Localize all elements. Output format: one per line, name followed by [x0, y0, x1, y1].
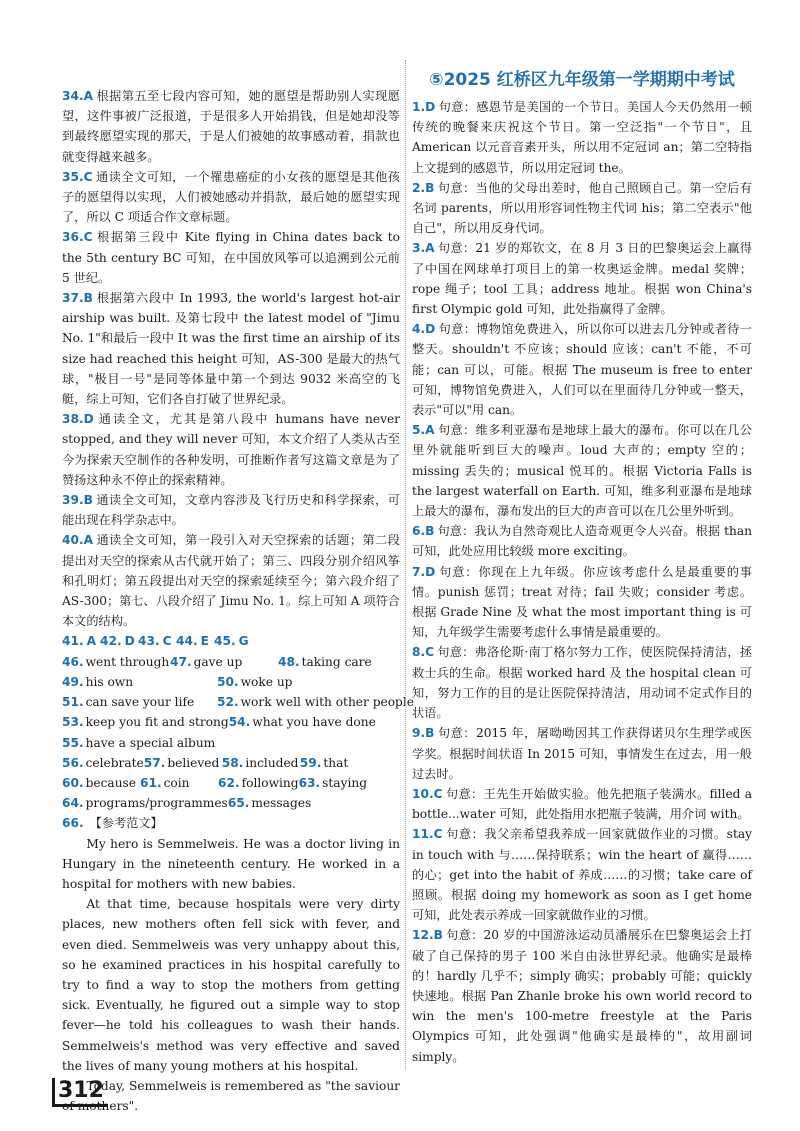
- answer-number: 12.B: [412, 928, 443, 943]
- blank-number: 57.: [143, 755, 166, 770]
- answer-explanation: 根据第三段中 Kite flying in China dates back to the 5th century BC 可知，在中国放风筝可以追溯到公元前 5 世纪。: [62, 230, 400, 285]
- blank-number: 51.: [62, 695, 84, 710]
- blank-answer: [222, 753, 300, 773]
- blank-answer: [217, 672, 372, 692]
- left-column: [62, 86, 414, 1116]
- answer-number: 8.C: [412, 645, 435, 660]
- blank-answer: [62, 753, 144, 773]
- choice-letter: C: [162, 634, 172, 649]
- blank-row: [62, 793, 400, 813]
- answer-number: 7.D: [412, 564, 436, 579]
- blank-text: woke up: [240, 674, 293, 689]
- choice-answer: [62, 631, 100, 651]
- choice-answer: [138, 631, 176, 651]
- model-essay: [62, 834, 400, 1117]
- blank-text: what you have done: [252, 715, 376, 730]
- blank-number: 58.: [221, 755, 244, 770]
- blank-number: 60.: [62, 775, 84, 790]
- answer-number: 40.A: [62, 533, 94, 548]
- blank-number: 50.: [217, 674, 239, 689]
- answer-item: [62, 409, 400, 490]
- answer-number: 5.A: [412, 423, 435, 438]
- answer-number: 35.C: [62, 169, 93, 184]
- answer-explanation: 句意：博物馆免费进入，所以你可以进去几分钟或者待一整天。shouldn't 不应该；should 应该；can't 不能，不可能；can 可以，可能。根据 The museum is free to enter 可知，博物馆免费进入，人们可以在里面待几分钟或一整天，表示"可以"用 can。: [412, 322, 752, 418]
- blank-number: 65.: [227, 796, 250, 811]
- blank-row: [62, 733, 400, 753]
- answer-number: 2.B: [412, 180, 435, 195]
- blank-answer: [62, 773, 140, 793]
- answer-explanation: 句意：我认为自然奇观比人造奇观更令人兴奋。根据 than 可知，此处应用比较级 more exciting。: [412, 524, 752, 559]
- essay-number: 66.: [62, 816, 84, 831]
- answer-explanation: 根据第六段中 In 1993, the world's largest hot-air airship was built. 及第七段中 the latest model of "Jimu No. 1"和最后一段中 It was the first time an airship of its size had reached this height 可知，AS-300 是最大的热气球，"极目一号"是同等体量中第一个到达 9032 米高空的飞艇，综上可知，它们各自打破了世界纪录。: [62, 291, 400, 407]
- blank-row: [62, 712, 400, 732]
- blank-row: [62, 672, 400, 692]
- answer-number: 39.B: [62, 493, 93, 508]
- answer-explanation: 句意：当他的父母出差时，他自己照顾自己。第一空后有名词 parents，所以用形容词性物主代词 his；第二空表示"他自己"，所以用反身代词。: [412, 180, 752, 236]
- blank-answer: [62, 692, 217, 712]
- choice-answer: [100, 631, 138, 651]
- blank-text: celebrate: [85, 755, 144, 770]
- blank-text: because: [85, 775, 137, 790]
- blank-row: [62, 753, 400, 773]
- answer-item: [412, 521, 752, 561]
- blank-answer: [140, 773, 218, 793]
- blank-text: messages: [251, 796, 312, 811]
- column-divider: [405, 60, 406, 1070]
- right-answer-list: [412, 97, 752, 1067]
- choice-number: 42.: [100, 634, 122, 649]
- blank-answer: [299, 773, 377, 793]
- blank-answer: [144, 753, 222, 773]
- answer-explanation: 句意：21 岁的郑钦文，在 8 月 3 日的巴黎奥运会上赢得了中国在网球单打项目上的第一枚奥运金牌。medal 奖牌；rope 绳子；tool 工具；address 地址。根据 won China's first Olympic gold 可知，此处指赢得了金牌。: [412, 241, 752, 317]
- answer-explanation: 句意：弗洛伦斯·南丁格尔努力工作，使医院保持清洁，拯救士兵的生命。根据 worked hard 及 the hospital clean 可知，努力工作的目的是让医院保持清洁，用动词不定式作目的状语。: [412, 645, 752, 721]
- blank-number: 54.: [228, 715, 251, 730]
- blank-answer: [62, 712, 229, 732]
- answer-item: [412, 420, 752, 521]
- page-number: 312: [52, 1078, 108, 1107]
- answer-number: 4.D: [412, 322, 436, 337]
- section-title: ⑤2025 红桥区九年级第一学期期中考试: [429, 70, 735, 90]
- answer-explanation: 句意：我父亲希望我养成一回家就做作业的习惯。stay in touch with 与……保持联系；win the heart of 赢得……的心；get into the habit of 养成……的习惯；take care of 照顾。根据 doing my homework as soon as I get home 可知，此处表示养成一回家就做作业的习惯。: [412, 827, 752, 923]
- answer-explanation: 句意：王先生开始做实验。他先把瓶子装满水。filled a bottle...water 可知，此处指用水把瓶子装满，用介词 with。: [412, 786, 752, 822]
- blank-row: [62, 652, 400, 672]
- blank-number: 47.: [170, 654, 192, 669]
- answer-item: [412, 642, 752, 723]
- blank-answer: [229, 712, 384, 732]
- blank-answer: [170, 652, 278, 672]
- answer-explanation: 句意：20 岁的中国游泳运动员潘展乐在巴黎奥运会上打破了自己保持的男子 100 米自由泳世界纪录。他确实是最棒的！hardly 几乎不；simply 确实；probably 可能；quickly 快速地。根据 Pan Zhanle broke his own world record to win the men's 100-metre freestyle at the Paris Olympics 可知，此处强调"他确实是最棒的"，故用副词 simply。: [412, 928, 752, 1064]
- blank-number: 53.: [62, 715, 84, 730]
- blank-answer: [300, 753, 378, 773]
- left-answer-list: [62, 86, 400, 631]
- choice-letter: D: [124, 634, 135, 649]
- essay-heading: [62, 813, 400, 833]
- blank-text: work well with other people: [240, 695, 414, 710]
- answer-item: [62, 227, 400, 288]
- blank-number: 49.: [62, 674, 84, 689]
- answer-item: [62, 167, 400, 228]
- answer-explanation: 通读全文，尤其是第八段中 humans have never stopped, and they will never 可知，本文介绍了人类从古至今为探索天空制作的各种发明，可推断作者写这篇文章是为了赞扬这种永不停止的探索精神。: [62, 412, 400, 487]
- choice-number: 43.: [138, 634, 160, 649]
- blank-text: that: [323, 755, 349, 770]
- blank-number: 46.: [62, 654, 84, 669]
- answer-item: [412, 562, 752, 643]
- blank-answer: [62, 652, 170, 672]
- answer-item: [62, 288, 400, 409]
- essay-paragraph: My hero is Semmelweis. He was a doctor living in Hungary in the nineteenth century. He worked in a hospital for mothers with new babies.: [62, 836, 400, 891]
- blank-text: coin: [163, 775, 190, 790]
- answer-item: [412, 824, 752, 925]
- answer-number: 38.D: [62, 412, 94, 427]
- blank-text: went through: [85, 654, 170, 669]
- blank-answer: [62, 672, 217, 692]
- answer-number: 11.C: [412, 827, 443, 842]
- blank-answer: [62, 733, 217, 753]
- blank-row: [62, 773, 400, 793]
- blank-number: 48.: [278, 654, 300, 669]
- essay-paragraph: Today, Semmelweis is remembered as "the saviour of mothers".: [62, 1078, 400, 1114]
- blank-text: have a special album: [85, 735, 216, 750]
- answer-explanation: 根据第五至七段内容可知，她的愿望是帮助别人实现愿望，这件事被广泛报道，于是很多人开始捐钱，但是她却没等到最终愿望实现的那天，于是人们被她的故事感动着，捐款也就变得越来越多。: [62, 89, 400, 164]
- fill-blank-answers: [62, 652, 414, 814]
- choice-answer: [176, 631, 214, 651]
- blank-number: 62.: [218, 775, 240, 790]
- answer-explanation: 句意：维多利亚瀑布是地球上最大的瀑布。你可以在几公里外就能听到巨大的噪声。loud 大声的；empty 空的；missing 丢失的；musical 悦耳的。根据 Victoria Falls is the largest waterfall on Earth. 可知，维多利亚瀑布是地球上最大的瀑布，瀑布发出的巨大的声音可以在几公里外听到。: [412, 423, 752, 519]
- choice-letter: A: [86, 634, 97, 649]
- blank-number: 52.: [217, 695, 239, 710]
- answer-item: [412, 178, 752, 239]
- answer-item: [412, 723, 752, 784]
- answer-item: [412, 97, 752, 178]
- answer-item: [412, 784, 752, 824]
- answer-explanation: 句意：2015 年，屠呦呦因其工作获得诺贝尔生理学或医学奖。根据时间状语 In 2015 可知，事情发生在过去，用一般过去时。: [412, 726, 752, 781]
- blank-number: 55.: [62, 735, 84, 750]
- choice-number: 41.: [62, 634, 84, 649]
- blank-number: 61.: [140, 775, 162, 790]
- answer-number: 36.C: [62, 230, 93, 245]
- blank-row: [62, 692, 414, 712]
- blank-number: 64.: [62, 796, 84, 811]
- answer-explanation: 句意：感恩节是美国的一个节日。美国人今天仍然用一顿传统的晚餐来庆祝这个节日。第一空泛指"一个节日"，且 American 以元音音素开头，所以用不定冠词 an；第二空特指上文提到的感恩节，所以用定冠词 the。: [412, 100, 752, 175]
- answer-explanation: 句意：你现在上九年级。你应该考虑什么是最重要的事情。punish 惩罚；treat 对待；fail 失败；consider 考虑。根据 Grade Nine 及 what the most important thing is 可知，九年级学生需要考虑什么事情是最重要的。: [412, 564, 752, 640]
- answer-item: [412, 238, 752, 319]
- answer-item: [62, 490, 400, 530]
- essay-paragraph: At that time, because hospitals were very dirty places, new mothers often fell sick with fever, and even died. Semmelweis was very unhappy about this, so he examined practices in his hospital carefully to try to find a way to stop the mothers from getting sick. Eventually, he figured out a simple way to stop fever—he told his colleagues to wash their hands. Semmelweis's method was very effective and saved the lives of many young mothers at his hospital.: [62, 897, 400, 1073]
- blank-text: believed: [167, 755, 220, 770]
- blank-answer: [228, 793, 383, 813]
- blank-text: taking care: [301, 654, 372, 669]
- blank-answer: [217, 692, 414, 712]
- choice-number: 45.: [214, 634, 236, 649]
- answer-number: 6.B: [412, 524, 435, 539]
- blank-answer: [278, 652, 386, 672]
- answer-number: 34.A: [62, 89, 94, 103]
- answer-explanation: 通读全文可知，第一段引入对天空探索的话题；第二段提出对天空的探索从古代就开始了；第三、四段分别介绍风筝和孔明灯；第五段提出对天空的探索延续至今；第六段介绍了 AS-300；第七、八段介绍了 Jimu No. 1。综上可知 A 项符合本文的结构。: [62, 533, 400, 629]
- right-column: [412, 64, 752, 1067]
- choice-number: 44.: [176, 634, 198, 649]
- answer-explanation: 通读全文可知，文章内容涉及飞行历史和科学探索，可能出现在科学杂志中。: [62, 493, 400, 528]
- choice-answer: [214, 631, 252, 651]
- answer-number: 10.C: [412, 786, 443, 801]
- blank-number: 59.: [299, 755, 322, 770]
- blank-text: programs/programmes: [85, 796, 228, 811]
- blank-number: 56.: [62, 755, 84, 770]
- answer-item: [62, 86, 400, 167]
- answer-number: 3.A: [412, 241, 435, 256]
- answer-item: [62, 530, 400, 631]
- blank-text: his own: [85, 674, 134, 689]
- answer-number: 37.B: [62, 291, 93, 306]
- choice-answer-row: [62, 631, 400, 651]
- answer-number: 9.B: [412, 726, 435, 741]
- blank-text: can save your life: [85, 695, 195, 710]
- blank-text: included: [245, 755, 299, 770]
- essay-title: 【参考范文】: [89, 816, 163, 831]
- blank-text: gave up: [193, 654, 243, 669]
- answer-explanation: 通读全文可知，一个罹患癌症的小女孩的愿望是其他孩子的愿望得以实现，人们被她感动并捐款，最后她的愿望实现了，所以 C 项适合作文章标题。: [62, 169, 400, 225]
- answer-number: 1.D: [412, 100, 436, 114]
- choice-letter: G: [238, 634, 249, 649]
- blank-text: keep you fit and strong: [85, 715, 229, 730]
- blank-text: staying: [322, 775, 368, 790]
- blank-answer: [218, 773, 299, 793]
- answer-item: [412, 925, 752, 1066]
- blank-number: 63.: [298, 775, 321, 790]
- answer-item: [412, 319, 752, 420]
- blank-text: following: [241, 775, 299, 790]
- choice-letter: E: [200, 634, 209, 649]
- blank-answer: [62, 793, 228, 813]
